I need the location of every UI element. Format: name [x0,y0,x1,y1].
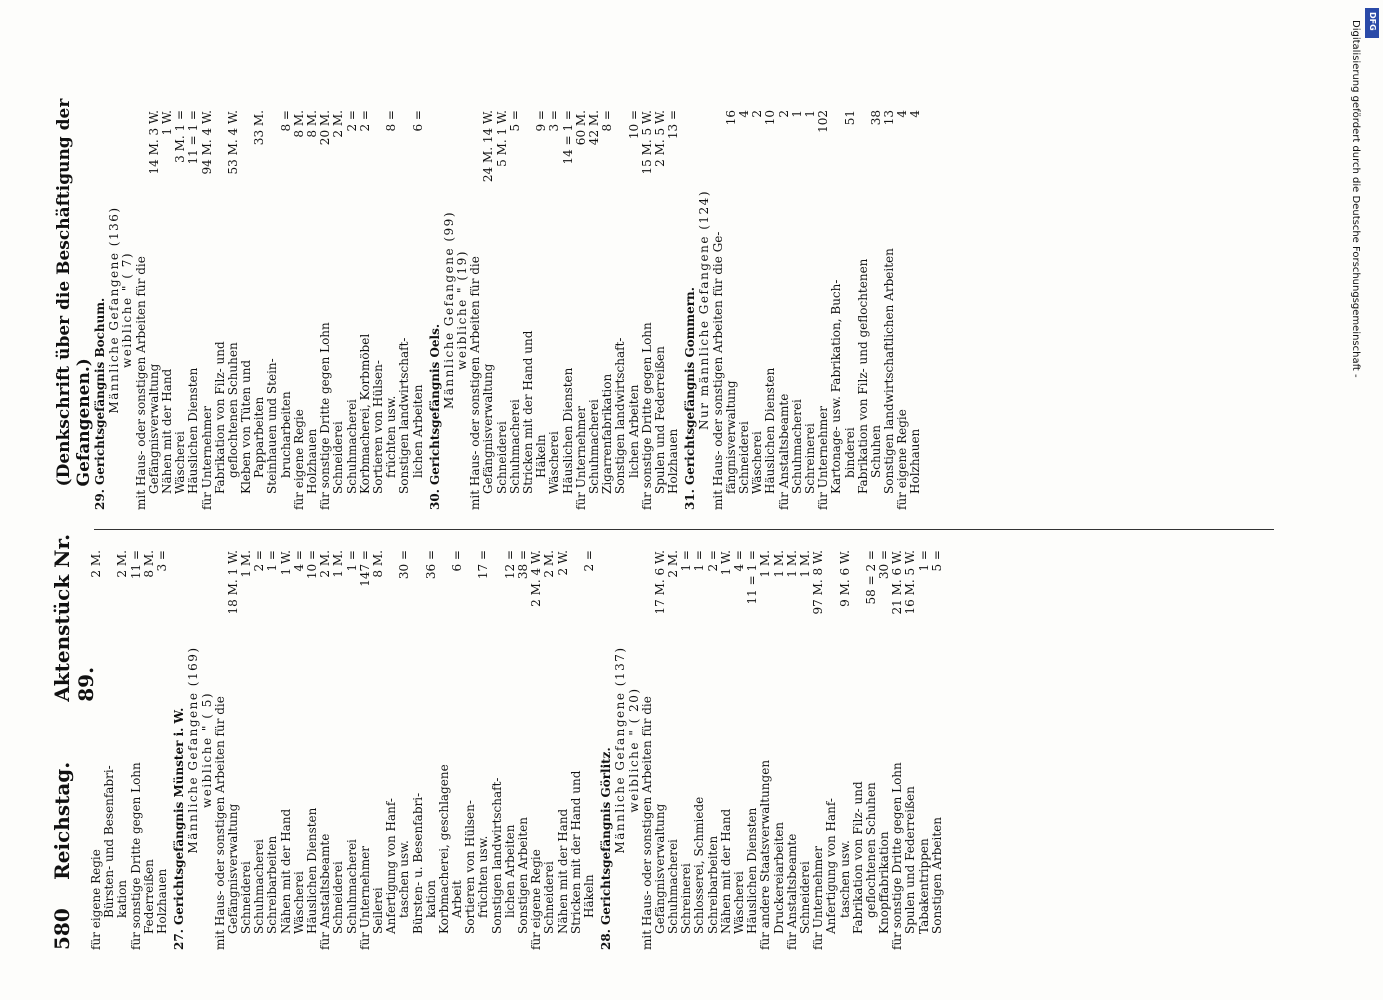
table-row [844,110,857,510]
row-label: Sonstigen landwirtschaftlichen Arbeiten [882,248,897,494]
row-value: 1 = [916,550,931,572]
row-label: Schuhmacherei [252,839,267,934]
row-label: Schneiderei [331,861,346,934]
row-value: 51 [842,110,857,126]
row-value: 2 = [344,110,359,132]
row-label: Nähen mit der Hand [555,808,570,934]
table-row [693,550,706,950]
row-value: 1 M. [239,550,254,578]
row-label: Fabrikation von Filz- und geflochtenen [855,258,870,494]
table-row [583,550,596,950]
row-value: 1 = [265,550,280,572]
row-label: Sortieren von Hülsen- [370,360,385,494]
row-value: 6 = [410,110,425,132]
row-label: Schuhmacherei [507,399,522,494]
row-value: 1 M. [771,550,786,578]
row-value: 1 M. [784,550,799,578]
table-row [359,110,372,510]
row-value: 2 = [581,550,596,572]
row-label: Häuslichen Diensten [305,807,320,934]
table-row [412,550,425,950]
row-label: taschen usw. [397,840,412,918]
row-label: Sonstigen landwirtschaft- [489,777,504,934]
dfg-logo: DFG [1365,8,1379,38]
row-label: Schuhmacherei [344,399,359,494]
section-heading: 31. Gerichtsgefängnis Gommern. [683,287,698,510]
row-label: Nähen mit der Hand [159,368,174,494]
row-value: 11 = 1 = [745,550,760,605]
table-row [759,550,772,950]
row-label: für Unternehmer [573,406,588,510]
row-label: Holzhauen [154,868,169,934]
table-row [496,110,509,510]
row-label: Häkeln [581,874,596,918]
section-heading: 30. Gerichtsgefängnis Oels. [427,323,442,510]
row-value: 2 = [252,550,267,572]
prisoner-count-line: weibliche " ( 7) [120,251,135,369]
row-label: Schneiderei [494,421,509,494]
row-label: brucharbeiten [278,391,293,478]
row-label: Druckereiarbeiten [771,821,786,934]
row-label: Anfertigung von Hanf- [384,798,399,934]
row-label: für sonstige Dritte gegen Lohn [890,762,905,950]
row-value: 8 M. [291,110,306,138]
row-label: lichen Arbeiten [626,384,641,478]
table-row [641,110,654,510]
row-label: für Anstaltsbeamte [776,393,791,510]
row-label: Wäscherei [750,431,765,494]
row-value: 2 M. 4 W. [529,550,544,607]
row-value: 2 W. [555,550,570,576]
row-label: für Unternehmer [357,846,372,950]
table-row [148,110,161,510]
row-label: für Anstaltsbeamte [318,833,333,950]
row-value: 4 [737,110,752,118]
row-value: 33 M. [252,110,267,146]
row-label: Häuslichen Diensten [560,367,575,494]
row-value: 30 = [877,550,892,580]
row-value: 36 = [423,550,438,580]
prisoner-count-line: weibliche " (19) [455,250,470,370]
row-value: 12 = [502,550,517,580]
row-label: Federreißen [141,859,156,934]
table-row [491,550,504,950]
row-label: Gefängnisverwaltung [146,363,161,494]
row-label: Sonstigen landwirtschaft- [397,337,412,494]
table-row [628,110,641,510]
row-value: 8 = [384,110,399,132]
table-row [359,550,372,950]
row-label: geflochtenen Schuhen [863,782,878,918]
row-label: Schuhmacherei [344,839,359,934]
row-label: Häuslichen Diensten [745,807,760,934]
row-label: Gefängnisverwaltung [481,363,496,494]
table-row [909,110,922,510]
row-label: Schuhmacherei [789,399,804,494]
prisoner-count-line: Männliche Gefangene (169) [186,646,201,854]
row-value: 2 M. [89,550,103,578]
table-row [918,550,931,950]
row-label: Kartonage- usw. Fabrikation, Buch- [829,279,844,494]
row-value: 2 M. [115,550,130,578]
prisoner-count-line: Männliche Gefangene (99) [441,211,456,410]
row-label: Häkeln [534,434,549,478]
rotated-page-content [50,50,1340,950]
row-value: 8 = [600,110,615,132]
row-label: lichen Arbeiten [410,384,425,478]
row-label: Wäscherei [173,431,188,494]
row-label: kation [423,879,438,918]
table-row [412,110,425,510]
row-value: 5 M. 1 W. [494,110,509,167]
row-label: Sonstigen Arbeiten [929,817,944,934]
row-value: 3 = [154,550,169,572]
row-label: Kleben von Tüten und [239,359,254,494]
row-value: 102 [816,110,831,133]
prisoner-count-line: Männliche Gefangene (137) [613,646,628,854]
row-value: 1 [789,110,804,118]
table-row [346,550,359,950]
row-label: Stricken mit der Hand und [568,770,583,934]
row-label: kation [115,879,130,918]
row-value: 13 = [666,110,681,140]
row-label: für eigene Regie [89,849,103,950]
table-row [201,110,214,510]
row-label: Schuhen [868,425,883,478]
row-value: 5 = [929,550,944,572]
table-row [786,550,799,950]
row-label: Gefängnisverwaltung [652,803,667,934]
row-label: Schreibarbeiten [705,835,720,934]
row-label: Spulen und Federreißen [903,786,918,934]
row-value: 1 = [692,550,707,572]
table-row [280,550,293,950]
row-value: 8 M. [305,110,320,138]
row-value: 10 = [626,110,641,140]
row-value: 147 = [357,550,372,587]
row-value: 2 [750,110,765,118]
row-value: 21 M. 6 W. [890,550,905,615]
row-label: Schneiderei [542,861,557,934]
row-value: 97 M. 8 W. [811,550,826,615]
row-value: 2 M. [666,550,681,578]
row-value: 53 M. 4 W. [225,110,240,175]
row-label: für sonstige Dritte gegen Lohn [128,762,143,950]
row-value: 4 [908,110,923,118]
table-row [773,550,786,950]
row-value: 38 = [516,550,531,580]
table-row [482,110,495,510]
row-label: Holzhauen [305,428,320,494]
row-value: 11 = [128,550,143,580]
row-label: mit Haus- oder sonstigen Arbeiten für die [212,696,227,950]
prisoner-count-line: weibliche " ( 20) [626,687,641,813]
row-label: Sonstigen landwirtschaft- [613,337,628,494]
row-label: Steinhauen und Stein- [265,358,280,494]
table-row [557,550,570,950]
row-value: 20 M. [318,110,333,146]
row-value: 4 = [732,550,747,572]
row-label: für eigene Regie [529,849,544,950]
table-row [266,110,279,510]
row-value: 16 [723,110,738,126]
row-value: 15 M. 5 W. [639,110,654,175]
table-row [130,550,143,950]
row-value: 8 M. [370,550,385,578]
row-value: 18 M. 1 W. [225,550,240,615]
row-label: mit Haus- oder sonstigen Arbeiten für die [468,256,483,510]
column-divider [94,529,1274,530]
table-row [614,110,627,510]
row-value: 17 M. 6 W. [652,550,667,615]
table-row [156,550,169,950]
row-value: 1 W. [718,550,733,576]
row-label: geflochtenen Schuhen [225,342,240,478]
row-value: 2 [776,110,791,118]
digitization-note [1349,20,1361,380]
row-label: Schuhmacherei [586,399,601,494]
row-label: für Unternehmer [816,406,831,510]
row-value: 16 M. 5 W. [903,550,918,615]
table-row [477,550,490,950]
row-label: Schneiderei [737,421,752,494]
row-value: 24 M. 14 W. [481,110,496,183]
table-row [707,550,720,950]
table-row [346,110,359,510]
row-label: Gefängnisverwaltung [225,803,240,934]
row-value: 2 M. [318,550,333,578]
row-label: früchten usw. [384,395,399,478]
table-row [562,110,575,510]
row-value: 3 M. 1 = [173,110,188,163]
row-label: fängnisverwaltung [723,380,738,494]
row-label: Schlosserei, Schmiede [692,796,707,934]
row-label: taschen usw. [837,840,852,918]
prisoner-count-line: Nur männliche Gefangene (124) [697,189,712,431]
row-value: 9 = [534,110,549,132]
table-row [332,550,345,950]
row-label: mit Haus- oder sonstigen Arbeiten für die Ge- [710,231,725,510]
row-value: 2 M. 5 W. [652,110,667,167]
row-label: lichen Arbeiten [502,824,517,918]
table-row [575,110,588,510]
row-value: 2 = [357,110,372,132]
row-label: Bürsten- u. Besenfabri- [410,792,425,934]
row-label: Häuslichen Diensten [186,367,201,494]
row-label: mit Haus- oder sonstigen Arbeiten für die [133,256,148,510]
row-label: Fabrikation von Filz- und [850,781,865,934]
table-row [214,110,227,510]
table-row [641,550,654,950]
page-number: 580 [50,908,74,950]
row-value: 14 = 1 = [560,110,575,165]
table-row [667,110,680,510]
row-label: Knopffabrikation [877,831,892,934]
row-label: Arbeit [450,880,465,918]
row-label: Holzhauen [908,428,923,494]
table-row [143,550,156,950]
row-value: 2 = [705,550,720,572]
row-value: 1 = [344,550,359,572]
row-label: Sortieren von Hülsen- [463,800,478,934]
section-heading: 29. Gerichtsgefängnis Bochum. [93,297,107,510]
table-row [778,110,791,510]
table-row [214,550,227,950]
table-row [135,110,148,510]
row-label: Zigarrenfabrikation [600,373,615,494]
row-label: für eigene Regie [291,409,306,510]
row-value: 1 W. [278,550,293,576]
row-value: 4 = [291,550,306,572]
row-label: Nähen mit der Hand [718,808,733,934]
row-label: für Unternehmer [199,406,214,510]
row-value: 94 M. 4 W. [199,110,214,175]
row-label: Schuhmacherei [666,839,681,934]
table-row [570,550,583,950]
row-value: 8 = [278,110,293,132]
row-label: für Anstaltsbeamte [784,833,799,950]
row-label: früchten usw. [476,835,491,918]
row-value: 38 [868,110,883,126]
table-row [839,550,852,950]
table-row [852,550,865,950]
table-row [187,110,200,510]
row-value: 1 M. [331,550,346,578]
row-label: Papparbeiten [252,396,267,478]
row-label: Schreibarbeiten [265,835,280,934]
row-label: Nähen mit der Hand [278,808,293,934]
session-name: Reichstag. [50,761,74,880]
row-value: 60 M. [573,110,588,146]
row-label: Bürsten- und Besenfabri- [102,765,117,918]
row-label: Korbmacherei, Korbmöbel [357,333,372,494]
row-value: 1 = [679,550,694,572]
row-value: 6 = [450,550,465,572]
row-label: Schneiderei [797,861,812,934]
prisoner-count-line: weibliche " ( 5) [199,691,214,809]
table-row [548,110,561,510]
table-row [791,110,804,510]
row-value: 1 W. [159,110,174,136]
section-heading: 27. Gerichtsgefängnis Münster i. W. [172,707,187,950]
row-label: Sonstigen Arbeiten [516,817,531,934]
document-title: (Denkschrift über die Beschäftigung der Gefangenen.) [54,98,94,487]
row-label: für sonstige Dritte gegen Lohn [318,322,333,510]
table-row [280,110,293,510]
row-value: 1 M. [758,550,773,578]
row-value: 1 [802,110,817,118]
row-value: 58 = 2 = [863,550,878,605]
row-label: Holzhauen [666,428,681,494]
row-value: 1 M. [797,550,812,578]
row-value: 14 M. 3 W. [146,110,161,175]
table-row [425,550,438,950]
row-label: Fabrikation von Filz- und [212,341,227,494]
row-value: 10 = [305,550,320,580]
row-label: Stricken mit der Hand und [521,330,536,494]
table-row [398,110,411,510]
row-label: Wäscherei [547,431,562,494]
table-row [398,550,411,950]
row-value: 3 = [547,110,562,132]
table-row [712,110,725,510]
row-label: mit Haus- oder sonstigen Arbeiten für die [639,696,654,950]
row-value: 42 M. [586,110,601,146]
table-row [764,110,777,510]
row-value: 17 = [476,550,491,580]
row-label: für sonstige Dritte gegen Lohn [639,322,654,510]
right-column [90,110,1280,510]
table-row [904,550,917,950]
row-label: Schreinerei [679,863,694,934]
row-label: Tabakentrippen [916,838,931,934]
left-column [90,550,1280,950]
row-label: für andere Staatsverwaltungen [758,759,773,950]
prisoner-count-line: Männliche Gefangene (136) [107,206,122,414]
row-value: 10 [763,110,778,126]
table-row [825,550,838,950]
section-heading: 28. Gerichtsgefängnis Görlitz. [599,747,614,950]
row-label: Seilerei [370,887,385,934]
row-label: binderei [842,427,857,478]
table-row [266,550,279,950]
table-row [830,110,843,510]
row-label: Schreinerei [802,423,817,494]
row-label: Spulen und Federreißen [652,346,667,494]
table-row [332,110,345,510]
row-label: für Unternehmer [811,846,826,950]
document-number: Aktenstück Nr. 89. [50,533,98,702]
table-row [931,550,944,950]
row-value: 30 = [397,550,412,580]
row-label: Wäscherei [732,871,747,934]
table-row [543,550,556,950]
row-label: Häuslichen Diensten [763,367,778,494]
row-label: Schneiderei [331,421,346,494]
row-label: Schneiderei [239,861,254,934]
row-value: 5 = [507,110,522,132]
row-value: 2 M. [331,110,346,138]
row-label: Wäscherei [291,871,306,934]
row-label: Anfertigung von Hanf- [824,798,839,934]
row-value: 11 = 1 = [186,110,201,165]
row-value: 2 M. [542,550,557,578]
row-value: 13 [882,110,897,126]
row-label: für eigene Regie [895,409,910,510]
row-label: Korbmacherei, geschlagene [436,764,451,934]
table-row [116,550,129,950]
row-value: 9 M. 6 W. [837,550,852,607]
row-value: 4 [895,110,910,118]
digitization-note-text: Digitalisierung gefördert durch die Deutsche Forschungsgemeinschaft - [1350,20,1361,378]
table-row [857,110,870,510]
row-value: 8 M. [141,550,156,578]
